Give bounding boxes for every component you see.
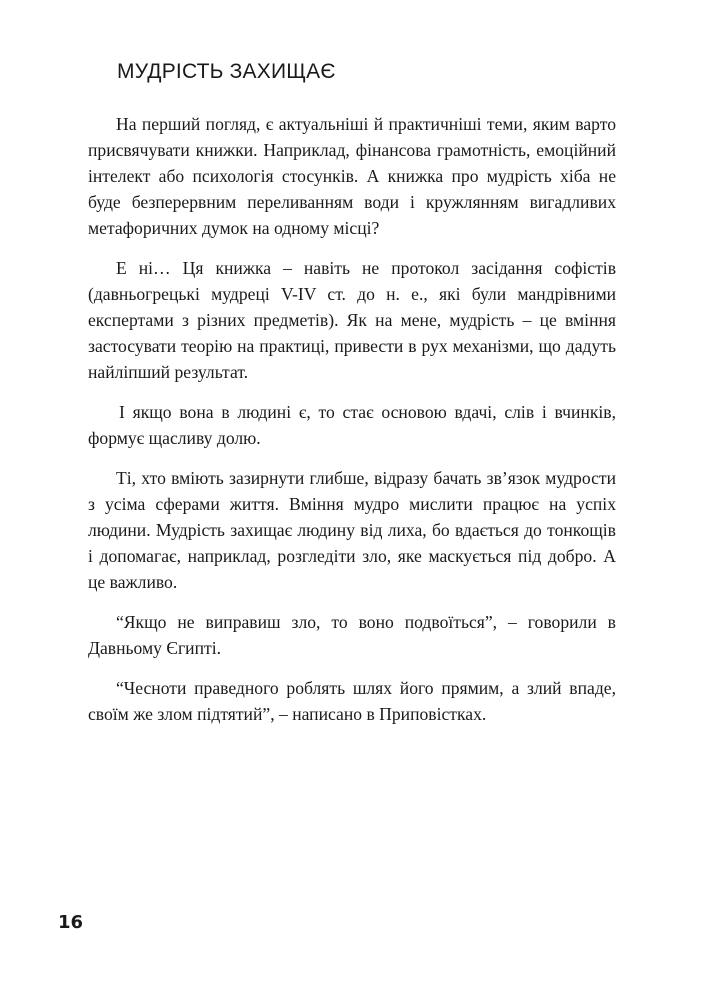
chapter-title: МУДРІСТЬ ЗАХИЩАЄ <box>117 60 336 83</box>
paragraph: “Якщо не виправиш зло, то воно подвоїться”, – говорили в Давньому Єгипті. <box>88 612 616 658</box>
page-number: 16 <box>58 912 84 933</box>
paragraph: На перший погляд, є актуальніші й практичніші теми, яким варто присвячувати книжки. Наприклад, фінансова грамотність, емоційний інтелект або психологія стосунків. А книжка про мудрість хіба не буде безперервним переливанням води і кружлянням вигадливих метафоричних думок на одному місці? <box>88 114 616 238</box>
paragraph: І якщо вона в людині є, то стає основою вдачі, слів і вчинків, формує щасливу долю. <box>88 402 616 448</box>
paragraph: Е ні… Ця книжка – навіть не протокол засідання софістів (давньогрецькі мудреці V-IV ст. до н. е., які були мандрівними експертами з різних предметів). Як на мене, мудрість – це вміння застосувати теорію на практиці, привести в рух механізми, що дадуть найліпший результат. <box>88 258 616 382</box>
body-text <box>88 111 616 741</box>
paragraph: Ті, хто вміють зазирнути глибше, відразу бачать зв’язок мудрости з усіма сферами життя. Вміння мудро мислити працює на успіх людини. Мудрість захищає людину від лиха, бо вдається до тонкощів і допомагає, наприклад, розгледіти зло, яке маскується під добро. А це важливо. <box>88 468 616 592</box>
paragraph: “Чесноти праведного роблять шлях його прямим, а злий впаде, своїм же злом підтятий”, – написано в Приповістках. <box>88 678 616 724</box>
